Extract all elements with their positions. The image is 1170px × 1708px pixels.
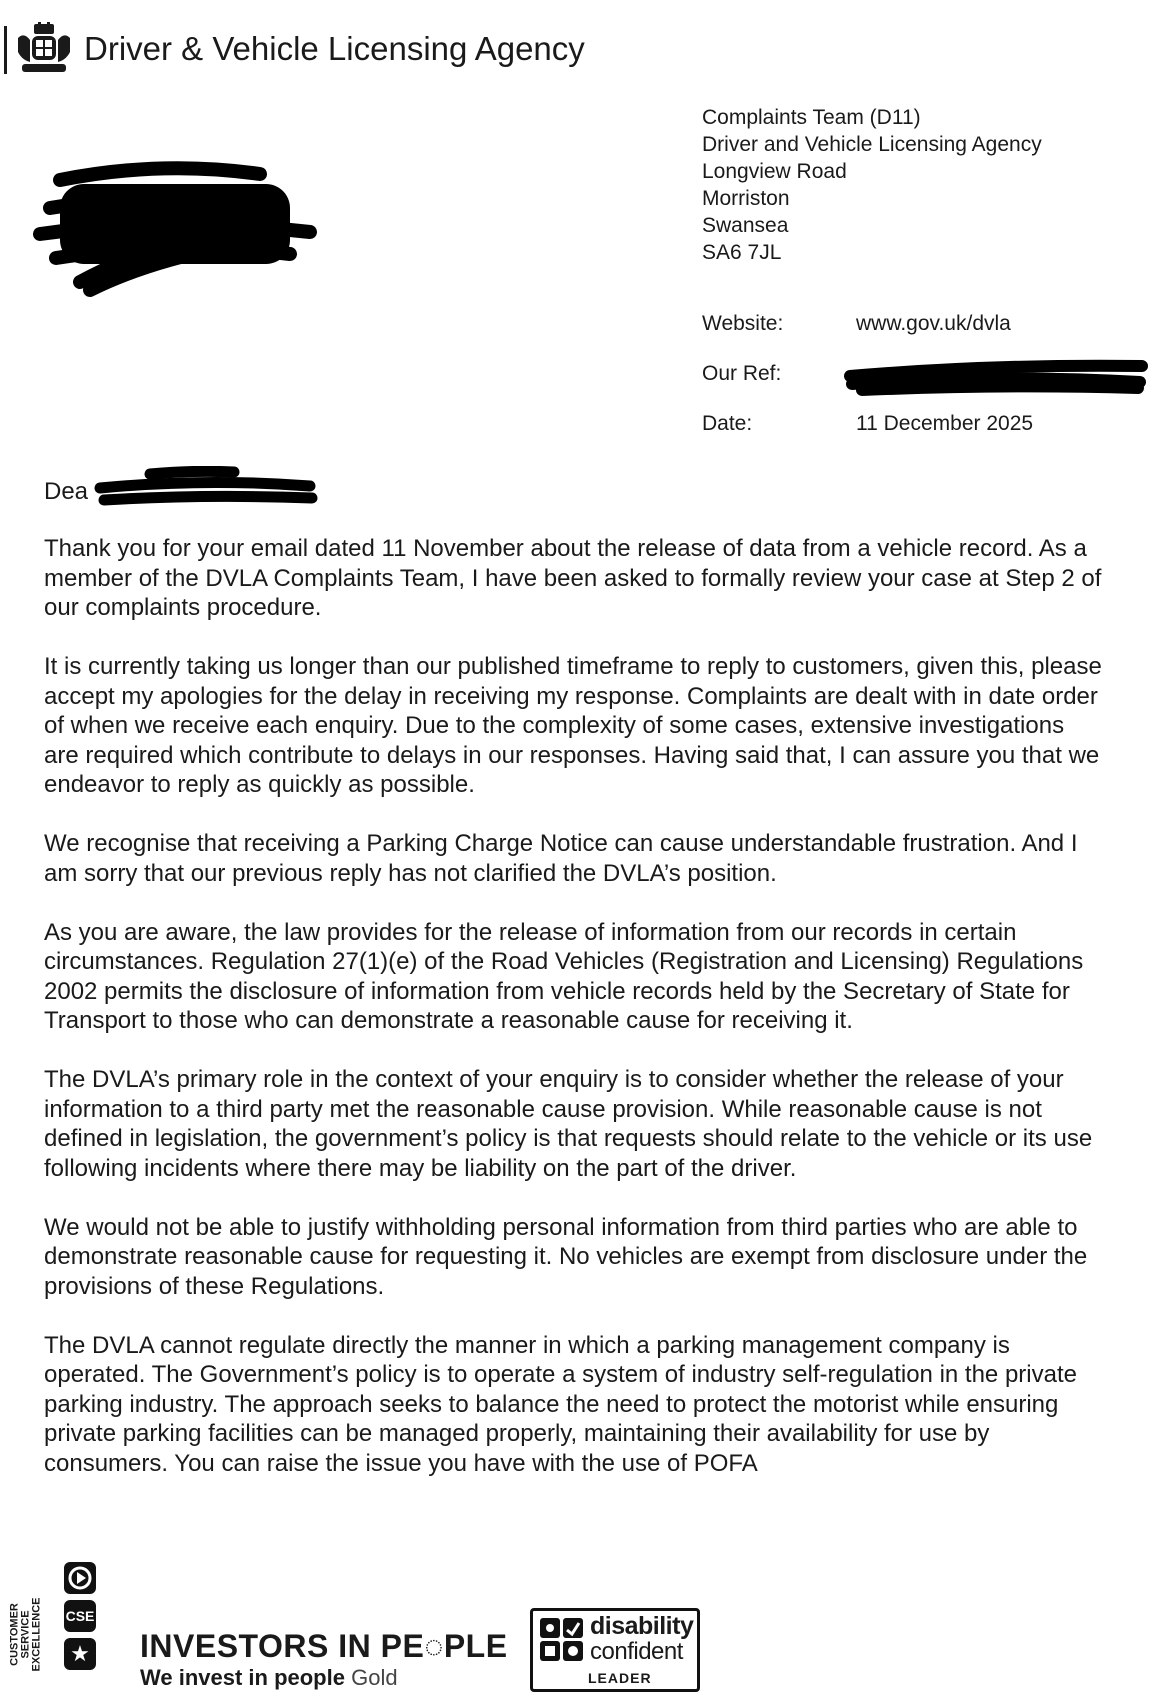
- disability-confident-level: LEADER: [588, 1670, 652, 1686]
- address-line: Longview Road: [702, 160, 847, 183]
- salutation-name-redaction: [94, 466, 320, 508]
- agency-name: Driver & Vehicle Licensing Agency: [84, 30, 585, 67]
- website-value[interactable]: www.gov.uk/dvla: [856, 312, 1011, 335]
- address-line: Morriston: [702, 187, 790, 210]
- star-icon: ★: [64, 1638, 96, 1670]
- salutation: Dea: [44, 478, 89, 505]
- recipient-address-redaction: [20, 150, 320, 300]
- address-line: SA6 7JL: [702, 241, 782, 264]
- disability-confident-line2: confident: [590, 1638, 683, 1665]
- website-label: Website:: [702, 312, 784, 335]
- investors-in-people-tagline: [140, 1665, 398, 1691]
- iip-tagline-text: We invest in people: [140, 1665, 345, 1690]
- reference-label: Our Ref:: [702, 362, 782, 385]
- body-paragraph: We recognise that receiving a Parking Charge Notice can cause understandable frustration. And I am sorry that our previous reply has not clarified the DVLA’s position.: [44, 830, 1078, 887]
- disability-confident-line1: disability: [590, 1612, 694, 1640]
- header-rule: [4, 26, 7, 74]
- body-paragraph: Thank you for your email dated 11 November about the release of data from a vehicle record. As a member of the DVLA Complaints Team, I have been asked to formally review your case at Step 2 of our complaints procedure.: [44, 535, 1102, 621]
- date-value: 11 December 2025: [856, 412, 1034, 435]
- letter-body: [44, 534, 1104, 1508]
- cse-logo: [8, 1562, 108, 1692]
- reference-redaction: [842, 354, 1152, 398]
- body-paragraph: The DVLA cannot regulate directly the manner in which a parking management company is operated. The Government’s policy is to operate a system of industry self-regulation in the private parking industry. The approach seeks to balance the need to protect the motorist while ensuring private parking facilities can be managed properly, maintaining their availability for use by consumers. You can raise the issue you have with the use of POFA: [44, 1331, 1077, 1477]
- body-paragraph: The DVLA’s primary role in the context of your enquiry is to consider whether the release of your information to a third party met the reasonable cause provision. While reasonable cause is not defined in legislation, the government’s policy is that requests should relate to the vehicle or its use following incidents where there may be liability on the part of the driver.: [44, 1066, 1093, 1182]
- date-label: Date:: [702, 412, 753, 435]
- body-paragraph: We would not be able to justify withholding personal information from third parties who are able to demonstrate reasonable cause for requesting it. No vehicles are exempt from disclosure under the provisions of these Regulations.: [44, 1213, 1088, 1300]
- body-paragraph: It is currently taking us longer than our published timeframe to reply to customers, given this, please accept my apologies for the delay in receiving my response. Complaints are dealt with in date order of when we receive each enquiry. Due to the complexity of some cases, extensive investigations are required which contribute to delays in our responses. Having said that, I can assure you that we endeavor to reply as quickly as possible.: [44, 653, 1102, 798]
- play-icon: [64, 1562, 96, 1594]
- address-line: Swansea: [702, 214, 789, 237]
- royal-crest-icon: [14, 22, 74, 76]
- body-paragraph: As you are aware, the law provides for the release of information from our records in certain circumstances. Regulation 27(1)(e) of the Road Vehicles (Registration and Licensing) Regulations 2002 permits the disclosure of information from vehicle records held by the Secretary of State for Transport to those who can demonstrate a reasonable cause for receiving it.: [44, 918, 1084, 1034]
- iip-level: Gold: [351, 1665, 398, 1690]
- return-address: [702, 104, 1042, 266]
- disability-confident-icon: [540, 1618, 584, 1662]
- address-line: Complaints Team (D11): [702, 106, 921, 129]
- cse-vertical-text: CUSTOMER SERVICE EXCELLENCE: [8, 1597, 43, 1672]
- investors-in-people-title: INVESTORS IN PE◌PLE: [140, 1628, 508, 1664]
- address-line: Driver and Vehicle Licensing Agency: [702, 133, 1042, 156]
- cse-badge: CSE: [64, 1600, 96, 1632]
